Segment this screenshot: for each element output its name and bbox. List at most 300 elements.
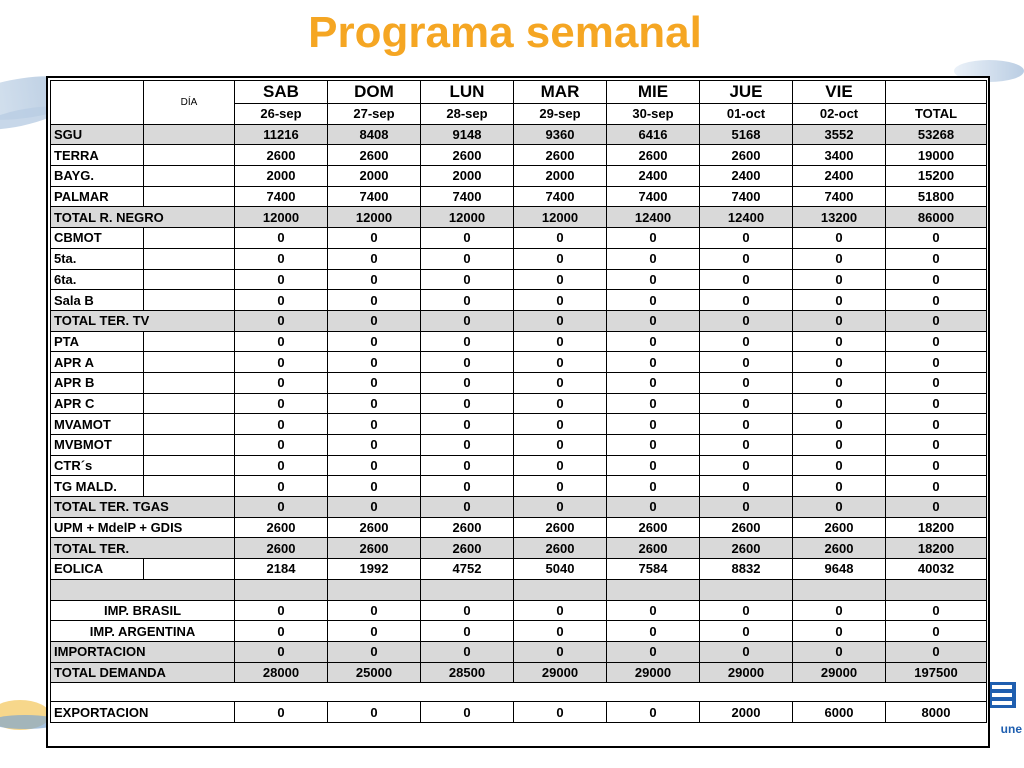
value-cell: 0 — [514, 414, 607, 435]
table-row — [51, 702, 987, 723]
row-label: MVBMOT — [51, 435, 144, 456]
value-cell: 0 — [235, 600, 328, 621]
value-cell: 0 — [793, 310, 886, 331]
value-cell: 2600 — [607, 145, 700, 166]
value-cell: 0 — [328, 228, 421, 249]
value-cell: 0 — [328, 476, 421, 497]
value-cell: 0 — [328, 435, 421, 456]
value-cell: 0 — [328, 352, 421, 373]
row-label: APR C — [51, 393, 144, 414]
row-label: TOTAL TER. — [51, 538, 235, 559]
row-label: TOTAL R. NEGRO — [51, 207, 235, 228]
value-cell: 3400 — [793, 145, 886, 166]
value-cell: 7400 — [235, 186, 328, 207]
value-cell: 4752 — [421, 559, 514, 580]
value-cell: 0 — [514, 352, 607, 373]
row-total-cell: 18200 — [886, 538, 987, 559]
row-total-cell: 0 — [886, 248, 987, 269]
table-row — [51, 145, 987, 166]
table-row — [51, 600, 987, 621]
row-total-cell: 0 — [886, 290, 987, 311]
value-cell: 9148 — [421, 124, 514, 145]
row-label-blank — [144, 393, 235, 414]
row-label-blank — [144, 124, 235, 145]
value-cell: 0 — [421, 331, 514, 352]
value-cell: 2400 — [607, 166, 700, 187]
table-row — [51, 248, 987, 269]
table-row — [51, 497, 987, 518]
value-cell: 0 — [700, 455, 793, 476]
value-cell: 2600 — [700, 538, 793, 559]
value-cell: 0 — [607, 435, 700, 456]
value-cell: 0 — [514, 290, 607, 311]
value-cell: 0 — [235, 248, 328, 269]
table-row — [51, 166, 987, 187]
value-cell: 3552 — [793, 124, 886, 145]
row-total-cell: 40032 — [886, 559, 987, 580]
value-cell: 0 — [607, 621, 700, 642]
row-label: IMP. BRASIL — [51, 600, 235, 621]
row-label: IMP. ARGENTINA — [51, 621, 235, 642]
schedule-table-frame — [46, 76, 990, 748]
row-total-cell: 0 — [886, 497, 987, 518]
value-cell: 0 — [793, 290, 886, 311]
row-label: UPM + MdelP + GDIS — [51, 517, 235, 538]
table-row — [51, 207, 987, 228]
value-cell: 28500 — [421, 662, 514, 683]
value-cell: 0 — [793, 641, 886, 662]
value-cell: 0 — [700, 310, 793, 331]
table-row — [51, 621, 987, 642]
row-label: APR A — [51, 352, 144, 373]
row-label: TOTAL TER. TV — [51, 310, 235, 331]
value-cell: 2000 — [235, 166, 328, 187]
value-cell: 2600 — [328, 145, 421, 166]
value-cell: 12000 — [235, 207, 328, 228]
row-total-cell: 86000 — [886, 207, 987, 228]
value-cell: 0 — [421, 228, 514, 249]
value-cell: 0 — [235, 372, 328, 393]
table-row — [51, 393, 987, 414]
day-header-jue: JUE — [700, 81, 793, 104]
date-header-6: 02-oct — [793, 104, 886, 125]
value-cell: 0 — [514, 641, 607, 662]
row-label-blank — [144, 166, 235, 187]
table-row — [51, 517, 987, 538]
page-title: Programa semanal — [308, 8, 702, 57]
table-row — [51, 455, 987, 476]
value-cell: 2600 — [700, 517, 793, 538]
row-label: PTA — [51, 331, 144, 352]
value-cell: 7400 — [514, 186, 607, 207]
value-cell: 2600 — [514, 538, 607, 559]
value-cell: 2600 — [514, 517, 607, 538]
value-cell: 0 — [421, 600, 514, 621]
day-header-vie: VIE — [793, 81, 886, 104]
value-cell: 0 — [700, 621, 793, 642]
row-label — [51, 579, 235, 600]
value-cell: 0 — [328, 372, 421, 393]
schedule-table-body — [51, 81, 987, 723]
value-cell: 0 — [514, 435, 607, 456]
value-cell: 9360 — [514, 124, 607, 145]
value-cell: 0 — [235, 352, 328, 373]
value-cell: 2600 — [421, 517, 514, 538]
value-cell: 6416 — [607, 124, 700, 145]
value-cell: 0 — [235, 435, 328, 456]
value-cell: 5040 — [514, 559, 607, 580]
row-label-blank — [144, 455, 235, 476]
value-cell: 0 — [421, 702, 514, 723]
value-cell: 2600 — [793, 538, 886, 559]
day-header-dom: DOM — [328, 81, 421, 104]
value-cell: 0 — [793, 600, 886, 621]
table-row — [51, 352, 987, 373]
value-cell: 0 — [328, 621, 421, 642]
value-cell: 0 — [700, 269, 793, 290]
value-cell: 0 — [607, 352, 700, 373]
table-row — [51, 331, 987, 352]
value-cell: 0 — [514, 331, 607, 352]
row-label-blank — [144, 228, 235, 249]
value-cell: 0 — [607, 476, 700, 497]
spacer-cell — [51, 683, 987, 702]
value-cell: 0 — [421, 435, 514, 456]
value-cell: 2600 — [421, 538, 514, 559]
value-cell: 0 — [700, 352, 793, 373]
row-total-cell: 0 — [886, 310, 987, 331]
row-label: SGU — [51, 124, 144, 145]
value-cell: 12000 — [514, 207, 607, 228]
table-row — [51, 186, 987, 207]
value-cell: 2600 — [793, 517, 886, 538]
value-cell: 12400 — [700, 207, 793, 228]
value-cell: 2600 — [607, 517, 700, 538]
row-label-blank — [144, 435, 235, 456]
value-cell: 0 — [793, 331, 886, 352]
value-cell: 2600 — [235, 145, 328, 166]
value-cell: 25000 — [328, 662, 421, 683]
value-cell: 0 — [235, 290, 328, 311]
value-cell: 12000 — [421, 207, 514, 228]
value-cell: 0 — [793, 621, 886, 642]
value-cell: 0 — [235, 621, 328, 642]
row-label-blank — [144, 248, 235, 269]
value-cell: 0 — [421, 621, 514, 642]
value-cell: 0 — [793, 497, 886, 518]
value-cell — [328, 579, 421, 600]
value-cell: 2400 — [700, 166, 793, 187]
table-row — [51, 228, 987, 249]
value-cell: 0 — [328, 393, 421, 414]
table-row — [51, 662, 987, 683]
value-cell: 0 — [607, 248, 700, 269]
row-label-blank — [144, 269, 235, 290]
row-total-cell: 0 — [886, 600, 987, 621]
value-cell: 0 — [235, 476, 328, 497]
value-cell — [421, 579, 514, 600]
value-cell: 2184 — [235, 559, 328, 580]
value-cell: 0 — [514, 310, 607, 331]
value-cell: 6000 — [793, 702, 886, 723]
value-cell: 0 — [793, 414, 886, 435]
table-row — [51, 641, 987, 662]
value-cell: 12000 — [328, 207, 421, 228]
value-cell: 0 — [514, 228, 607, 249]
header-corner-cell — [51, 81, 144, 125]
value-cell: 2000 — [514, 166, 607, 187]
value-cell: 2600 — [235, 538, 328, 559]
value-cell: 0 — [607, 455, 700, 476]
value-cell: 0 — [421, 414, 514, 435]
company-logo-icon — [988, 682, 1016, 708]
value-cell: 2400 — [793, 166, 886, 187]
value-cell: 0 — [235, 331, 328, 352]
value-cell: 0 — [328, 600, 421, 621]
value-cell: 0 — [700, 228, 793, 249]
value-cell: 2600 — [700, 145, 793, 166]
row-total-cell: 53268 — [886, 124, 987, 145]
value-cell: 0 — [421, 497, 514, 518]
value-cell: 7584 — [607, 559, 700, 580]
value-cell: 0 — [700, 290, 793, 311]
value-cell: 0 — [607, 600, 700, 621]
row-total-cell: 0 — [886, 476, 987, 497]
row-total-cell: 0 — [886, 455, 987, 476]
value-cell — [235, 579, 328, 600]
row-label: MVAMOT — [51, 414, 144, 435]
row-total-cell: 0 — [886, 393, 987, 414]
value-cell: 0 — [235, 702, 328, 723]
company-logo-text: une — [1000, 722, 1022, 736]
value-cell: 0 — [421, 290, 514, 311]
date-header-0: 26-sep — [235, 104, 328, 125]
row-total-cell: 0 — [886, 621, 987, 642]
value-cell: 0 — [793, 248, 886, 269]
table-row — [51, 579, 987, 600]
value-cell: 5168 — [700, 124, 793, 145]
row-total-cell: 197500 — [886, 662, 987, 683]
weekly-schedule-table — [50, 80, 987, 723]
value-cell — [700, 579, 793, 600]
row-label: PALMAR — [51, 186, 144, 207]
row-label-blank — [144, 145, 235, 166]
value-cell: 0 — [793, 393, 886, 414]
value-cell — [514, 579, 607, 600]
row-label-blank — [144, 476, 235, 497]
row-label-blank — [144, 559, 235, 580]
value-cell: 0 — [793, 476, 886, 497]
value-cell: 0 — [700, 393, 793, 414]
value-cell: 0 — [235, 641, 328, 662]
value-cell: 7400 — [421, 186, 514, 207]
date-header-3: 29-sep — [514, 104, 607, 125]
value-cell: 0 — [328, 455, 421, 476]
day-header-sab: SAB — [235, 81, 328, 104]
value-cell: 0 — [700, 476, 793, 497]
value-cell: 0 — [607, 269, 700, 290]
value-cell: 2000 — [328, 166, 421, 187]
value-cell: 0 — [235, 497, 328, 518]
row-label: 6ta. — [51, 269, 144, 290]
value-cell: 0 — [607, 310, 700, 331]
row-total-cell: 0 — [886, 269, 987, 290]
value-cell: 0 — [328, 290, 421, 311]
row-label: EXPORTACION — [51, 702, 235, 723]
row-total-cell: 18200 — [886, 517, 987, 538]
value-cell: 0 — [235, 414, 328, 435]
value-cell: 8832 — [700, 559, 793, 580]
value-cell: 0 — [700, 600, 793, 621]
value-cell: 0 — [235, 455, 328, 476]
date-header-5: 01-oct — [700, 104, 793, 125]
header-row-days — [51, 81, 987, 104]
row-label: EOLICA — [51, 559, 144, 580]
value-cell: 0 — [700, 248, 793, 269]
value-cell: 0 — [421, 310, 514, 331]
value-cell: 8408 — [328, 124, 421, 145]
value-cell: 0 — [793, 455, 886, 476]
day-header-lun: LUN — [421, 81, 514, 104]
total-header: TOTAL — [886, 104, 987, 125]
row-total-cell: 0 — [886, 414, 987, 435]
value-cell: 0 — [421, 476, 514, 497]
table-row — [51, 269, 987, 290]
table-row — [51, 435, 987, 456]
date-header-2: 28-sep — [421, 104, 514, 125]
row-total-cell: 19000 — [886, 145, 987, 166]
row-label-blank — [144, 372, 235, 393]
row-total-cell: 15200 — [886, 166, 987, 187]
value-cell: 7400 — [793, 186, 886, 207]
table-row — [51, 124, 987, 145]
value-cell: 0 — [700, 641, 793, 662]
value-cell: 29000 — [514, 662, 607, 683]
row-label-blank — [144, 331, 235, 352]
value-cell: 0 — [514, 476, 607, 497]
row-label: IMPORTACION — [51, 641, 235, 662]
value-cell: 12400 — [607, 207, 700, 228]
value-cell: 0 — [514, 455, 607, 476]
table-row — [51, 538, 987, 559]
row-total-cell: 0 — [886, 228, 987, 249]
value-cell: 0 — [607, 331, 700, 352]
value-cell: 0 — [700, 414, 793, 435]
value-cell: 0 — [700, 372, 793, 393]
value-cell: 0 — [607, 414, 700, 435]
value-cell: 0 — [607, 290, 700, 311]
row-label: CBMOT — [51, 228, 144, 249]
row-label-blank — [144, 290, 235, 311]
value-cell: 0 — [421, 372, 514, 393]
value-cell: 0 — [328, 310, 421, 331]
value-cell: 0 — [607, 641, 700, 662]
row-label-blank — [144, 414, 235, 435]
table-row — [51, 372, 987, 393]
value-cell: 0 — [328, 702, 421, 723]
row-label-blank — [144, 186, 235, 207]
row-total-cell — [886, 579, 987, 600]
row-label-blank — [144, 352, 235, 373]
dia-label: DÍA — [144, 81, 235, 125]
value-cell: 0 — [793, 435, 886, 456]
row-total-cell: 0 — [886, 331, 987, 352]
row-total-cell: 0 — [886, 641, 987, 662]
value-cell: 0 — [607, 372, 700, 393]
row-total-cell: 0 — [886, 352, 987, 373]
value-cell: 2600 — [235, 517, 328, 538]
value-cell: 0 — [514, 702, 607, 723]
row-label: CTR´s — [51, 455, 144, 476]
value-cell: 7400 — [328, 186, 421, 207]
day-header-mar: MAR — [514, 81, 607, 104]
value-cell: 0 — [328, 414, 421, 435]
value-cell: 0 — [514, 372, 607, 393]
row-total-cell: 0 — [886, 435, 987, 456]
value-cell: 29000 — [793, 662, 886, 683]
row-label: BAYG. — [51, 166, 144, 187]
value-cell: 0 — [514, 600, 607, 621]
value-cell: 0 — [421, 352, 514, 373]
value-cell: 0 — [793, 352, 886, 373]
value-cell: 0 — [607, 228, 700, 249]
value-cell: 0 — [421, 248, 514, 269]
value-cell: 7400 — [607, 186, 700, 207]
value-cell — [607, 579, 700, 600]
value-cell: 2600 — [607, 538, 700, 559]
value-cell: 0 — [235, 228, 328, 249]
value-cell: 13200 — [793, 207, 886, 228]
value-cell: 0 — [514, 393, 607, 414]
value-cell — [793, 579, 886, 600]
value-cell: 0 — [793, 269, 886, 290]
row-total-cell: 0 — [886, 372, 987, 393]
row-label: TOTAL DEMANDA — [51, 662, 235, 683]
value-cell: 0 — [514, 497, 607, 518]
row-label: TG MALD. — [51, 476, 144, 497]
value-cell: 2000 — [421, 166, 514, 187]
value-cell: 0 — [328, 641, 421, 662]
table-row — [51, 476, 987, 497]
value-cell: 11216 — [235, 124, 328, 145]
value-cell: 0 — [793, 372, 886, 393]
value-cell: 0 — [421, 269, 514, 290]
table-row — [51, 414, 987, 435]
value-cell: 29000 — [607, 662, 700, 683]
row-label: 5ta. — [51, 248, 144, 269]
value-cell: 0 — [421, 393, 514, 414]
date-header-4: 30-sep — [607, 104, 700, 125]
value-cell: 0 — [514, 269, 607, 290]
row-label: TOTAL TER. TGAS — [51, 497, 235, 518]
value-cell: 0 — [514, 248, 607, 269]
value-cell: 0 — [328, 497, 421, 518]
value-cell: 0 — [607, 393, 700, 414]
value-cell: 0 — [235, 269, 328, 290]
value-cell: 2600 — [421, 145, 514, 166]
value-cell: 0 — [328, 269, 421, 290]
value-cell: 0 — [793, 228, 886, 249]
table-row — [51, 559, 987, 580]
row-total-cell: 51800 — [886, 186, 987, 207]
value-cell: 9648 — [793, 559, 886, 580]
table-row — [51, 310, 987, 331]
value-cell: 0 — [421, 641, 514, 662]
value-cell: 0 — [607, 497, 700, 518]
date-header-1: 27-sep — [328, 104, 421, 125]
table-row — [51, 290, 987, 311]
value-cell: 0 — [700, 435, 793, 456]
